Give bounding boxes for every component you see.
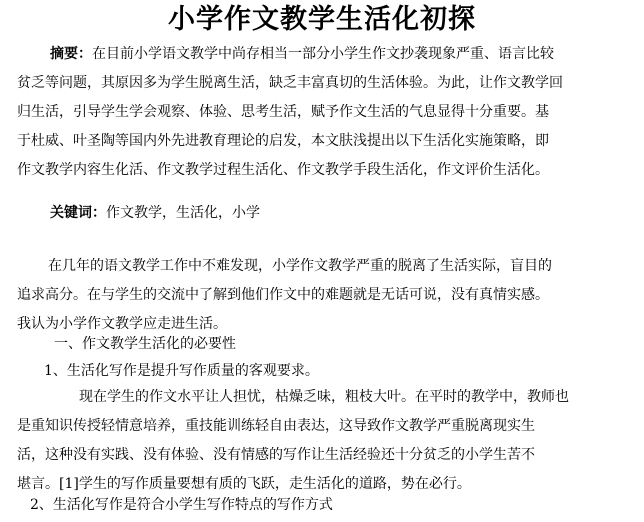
keywords-paragraph [17,199,631,228]
keywords-text: 作文教学，生活化，小学 [106,205,260,221]
subsection-1-paragraph [17,383,631,499]
abstract-line-2: 贫乏等问题，其原因多为学生脱离生活，缺乏丰富真切的生活体验。为此，让作文教学回 [17,75,563,91]
document-title: 小学作文教学生活化初探 [168,4,476,35]
subsection-1-heading [44,357,644,386]
abstract-line-5: 作文教学内容生化活、作文教学过程生活化、作文教学手段生活化，作文评价生活化。 [17,162,549,178]
intro-paragraph [17,252,631,339]
abstract-text-1: 在目前小学语文教学中尚存相当一部分小学生作文抄袭现象严重、语言比较 [92,46,554,62]
keywords-line [17,199,631,228]
subsection-1-line-4: 堪言。[1]学生的写作质量要想有质的飞跃，走生活化的道路，势在必行。 [17,476,471,492]
subsection-2-heading [30,491,644,520]
subsection-1-line-2: 是重知识传授轻情意培养，重技能训练轻自由表达，这导致作文教学严重脱离现实生 [17,418,535,434]
intro-line-3: 我认为小学作文教学应走进生活。 [17,316,227,332]
abstract-line-3: 归生活，引导学生学会观察、体验、思考生活，赋予作文生活的气息显得十分重要。基 [17,104,549,120]
subsection-1-line-1: 现在学生的作文水平让人担忧，枯燥乏味，粗枝大叶。在平时的教学中，教师也 [79,389,569,405]
intro-line-2: 追求高分。在与学生的交流中了解到他们作文中的难题就是无话可说，没有真情实感。 [17,287,549,303]
intro-line-1: 在几年的语文教学工作中不难发现，小学作文教学严重的脱离了生活实际，盲目的 [48,258,552,274]
subsection-1-heading-text: 1、生活化写作是提升写作质量的客观要求。 [44,363,319,379]
abstract-line-4: 于杜威、叶圣陶等国内外先进教育理论的启发，本文肤浅提出以下生活化实施策略，即 [17,133,549,149]
section-1-heading [54,330,644,359]
subsection-2-heading-text: 2、生活化写作是符合小学生写作特点的写作方式 [30,497,333,513]
abstract-paragraph [17,40,631,185]
subsection-1-line-3: 活，这种没有实践、没有体验、没有情感的写作让生活经验还十分贫乏的小学生苦不 [17,447,535,463]
keywords-label: 关键词： [50,205,106,221]
abstract-line-1 [17,40,631,69]
abstract-label: 摘要： [50,46,92,62]
section-1-heading-text: 一、作文教学生活化的必要性 [54,336,236,352]
